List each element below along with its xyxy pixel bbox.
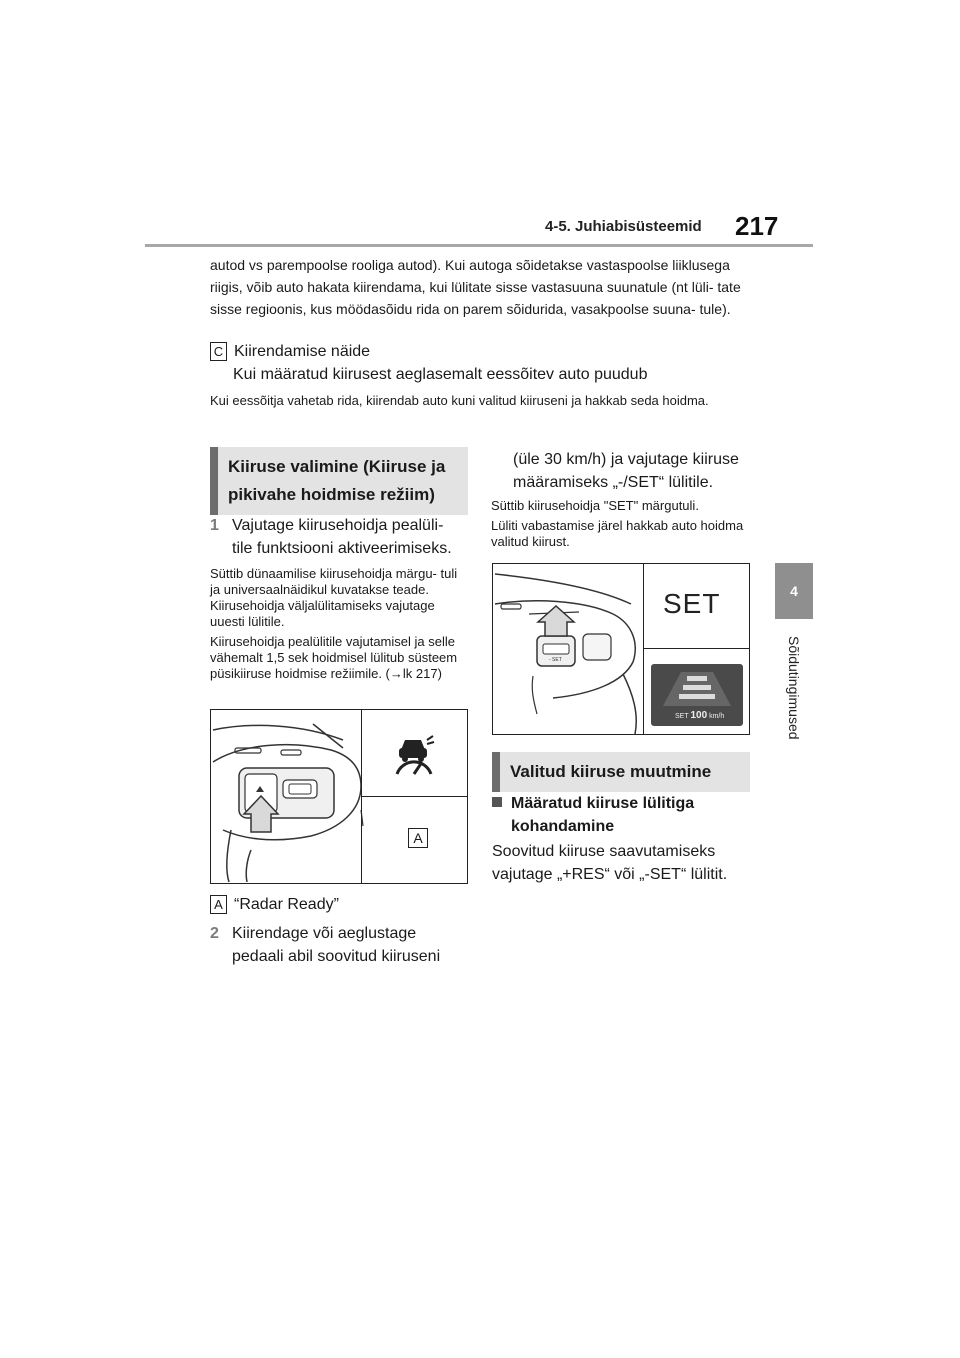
step-1-number: 1: [210, 517, 219, 534]
header-divider: [145, 244, 813, 247]
radar-cruise-indicator-icon: [391, 730, 441, 780]
figure-label-a: A: [408, 828, 428, 848]
step-2-note-1: Süttib kiirusehoidja "SET" märgutuli.: [491, 498, 699, 513]
section-heading-change-speed: Valitud kiiruse muutmine: [492, 752, 750, 792]
item-c-subtitle: Kui määratud kiirusest aeglasemalt eessõitev auto puudub: [233, 366, 648, 383]
lane-graphic-icon: [651, 664, 743, 708]
step-2-text: Kiirendage või aeglustage pedaali abil soovitud kiiruseni: [232, 925, 441, 965]
display-speed-unit: km/h: [709, 713, 725, 720]
subheading: [492, 792, 750, 838]
display-set-prefix: SET: [675, 713, 689, 720]
label-box-a: A: [210, 895, 227, 914]
step-1: [210, 514, 468, 560]
item-c-title: Kiirendamise näide: [234, 343, 371, 360]
subheading-text: Määratud kiiruse lülitiga kohandamine: [511, 795, 695, 835]
step-2: [210, 922, 468, 968]
page-number: 217: [735, 211, 779, 241]
step-2-continued: (üle 30 km/h) ja vajutage kiiruse määramiseks „-/SET“ lülitile.: [513, 451, 739, 491]
item-c: [210, 340, 750, 386]
chapter-title: Sõidutingimused: [786, 635, 802, 740]
intro-paragraph: autod vs parempoolse rooliga autod). Kui autoga sõidetakse vastaspoolse liiklusega riigis, võib auto hakata kiirendama, kui lülitate sisse vastasuuna suunatule (nt lüli- tate sisse regioonis, kus möödasõidu rida on parem sõidurida, vasakpoolse suuna- tule).: [210, 257, 741, 317]
step-1-note-1: Süttib dünaamilise kiirusehoidja märgu- tuli ja universaalnäidikul kuvatakse teade. Kiirusehoidja väljalülitamiseks vajutage uuesti lülitile.: [210, 566, 458, 629]
step-1-note-2: Kiirusehoidja pealülitile vajutamisel ja selle vähemalt 1,5 sek hoidmisel lülitub süsteem püsikiiruse hoidmise režiimile. (→lk 217): [210, 634, 458, 681]
step-2-note-2: Lüliti vabastamise järel hakkab auto hoidma valitud kiirust.: [491, 518, 744, 549]
display-speed: [675, 710, 724, 721]
caption-a: [210, 893, 339, 916]
multi-info-display: [651, 664, 743, 726]
caption-a-text: “Radar Ready”: [234, 896, 339, 913]
set-indicator: SET: [663, 588, 721, 619]
display-speed-value: 100: [690, 710, 708, 721]
chapter-tab[interactable]: 4: [775, 563, 813, 619]
label-box-c: C: [210, 342, 227, 361]
switch-set-label: - SET: [549, 657, 562, 663]
square-bullet-icon: [492, 797, 502, 807]
item-c-note: Kui eessõitja vahetab rida, kiirendab auto kuni valitud kiiruseni ja hakkab seda hoidma.: [210, 393, 709, 408]
step-1-text: Vajutage kiirusehoidja pealüli- tile funktsiooni aktiveerimiseks.: [232, 517, 452, 557]
section-title: 4-5. Juhiabisüsteemid: [545, 218, 702, 235]
change-speed-text: Soovitud kiiruse saavutamiseks vajutage „+RES“ või „-SET“ lülitit.: [492, 843, 728, 883]
figure-divider-horizontal: [362, 796, 467, 797]
section-heading-speed-select: Kiiruse valimine (Kiiruse ja pikivahe hoidmise režiim): [210, 447, 468, 515]
figure-divider-vertical: [643, 564, 644, 734]
step-2-number: 2: [210, 925, 219, 942]
figure-divider-horizontal: [644, 648, 749, 649]
figure-main-switch: [210, 709, 468, 884]
figure-set-switch: [492, 563, 750, 735]
